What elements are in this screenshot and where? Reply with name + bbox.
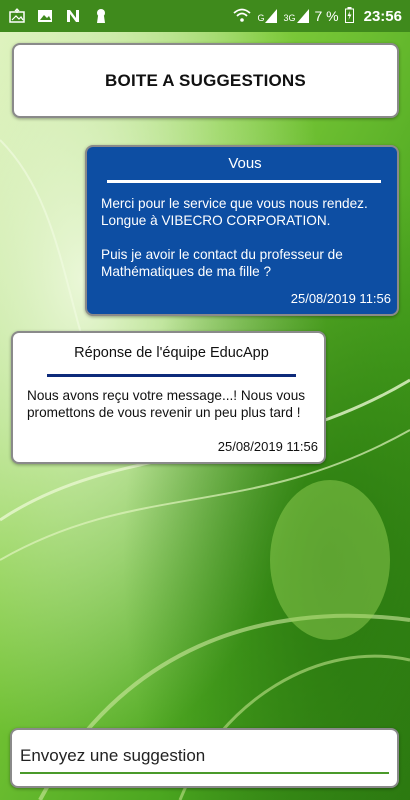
message-divider bbox=[47, 374, 296, 377]
network-type-label-2: 3G bbox=[283, 13, 296, 23]
battery-charging-icon bbox=[345, 7, 354, 26]
page-header bbox=[12, 43, 399, 118]
message-timestamp: 25/08/2019 11:56 bbox=[290, 291, 391, 306]
message-bubble-received bbox=[11, 331, 326, 464]
page-title: BOITE A SUGGESTIONS bbox=[105, 70, 306, 90]
message-divider bbox=[107, 180, 381, 183]
message-paragraph: Merci pour le service que vous nous rendez. Longue à VIBECRO CORPORATION. bbox=[101, 196, 368, 228]
wifi-icon bbox=[233, 8, 251, 25]
message-paragraph: Nous avons reçu votre message...! Nous vous promettons de vous revenir un peu plus tard ! bbox=[27, 388, 306, 420]
suggestion-input[interactable] bbox=[20, 746, 389, 766]
battery-percentage: 7 % bbox=[314, 8, 339, 24]
message-sender: Réponse de l'équipe EducApp bbox=[74, 345, 269, 361]
keyhole-icon bbox=[92, 7, 110, 25]
message-bubble-sent bbox=[85, 145, 399, 316]
image-upload-icon bbox=[8, 7, 26, 25]
message-sender: Vous bbox=[228, 155, 262, 172]
message-body bbox=[101, 195, 389, 280]
input-underline bbox=[20, 772, 389, 774]
gallery-icon bbox=[36, 7, 54, 25]
signal-g-icon bbox=[257, 9, 277, 23]
message-body bbox=[27, 387, 316, 421]
suggestion-input-container bbox=[10, 728, 399, 788]
signal-3g-icon bbox=[283, 9, 308, 23]
message-timestamp: 25/08/2019 11:56 bbox=[217, 439, 318, 454]
status-bar bbox=[0, 0, 410, 32]
n-app-icon bbox=[64, 7, 82, 25]
network-type-label: G bbox=[257, 13, 265, 23]
message-paragraph: Puis je avoir le contact du professeur de Mathématiques de ma fille ? bbox=[101, 247, 343, 279]
clock: 23:56 bbox=[363, 7, 402, 25]
